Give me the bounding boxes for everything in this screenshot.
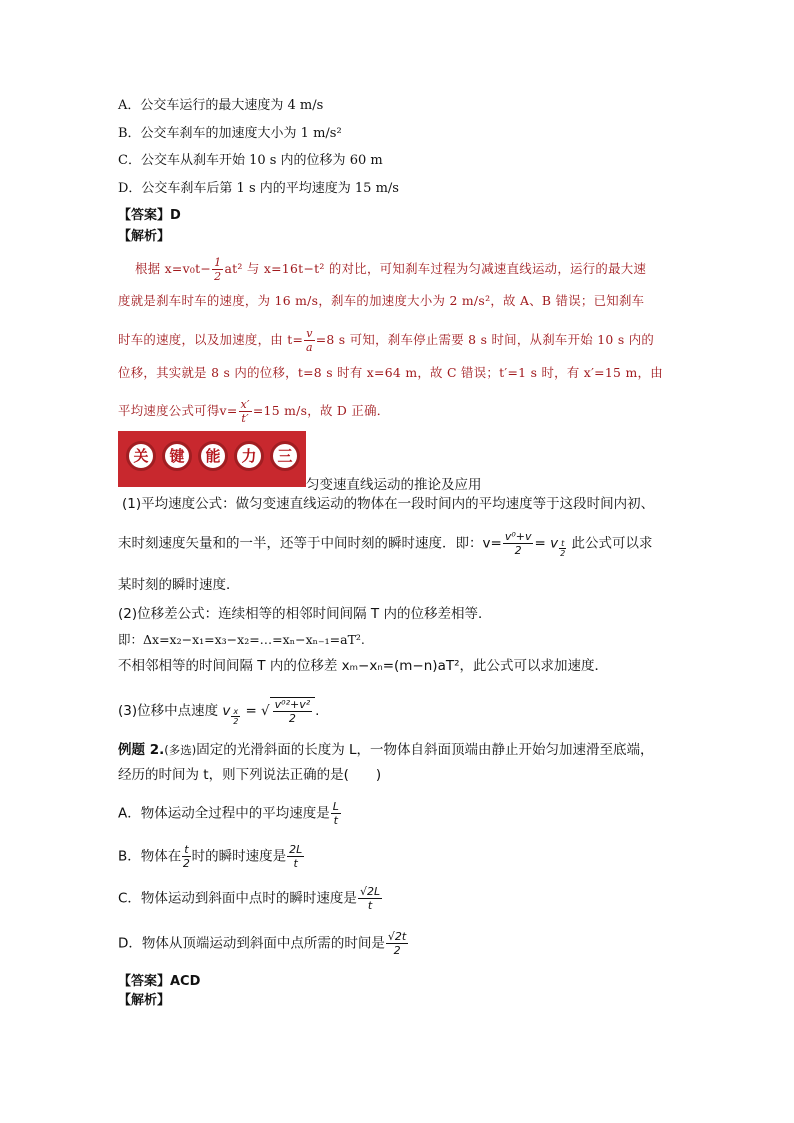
fraction-v-over-a: $\frac{v}{a}$ <box>306 327 313 354</box>
analysis2-label: 【解析】 <box>118 993 171 1008</box>
option-d: D．公交车刹车后第 1 s 内的平均速度为 15 m/s <box>118 181 399 196</box>
analysis-line-2: 度就是刹车时车的速度，为 16 m/s，刹车的加速度大小为 2 m/s²，故 A、B 错误；已知刹车 <box>118 293 645 308</box>
banner-char-1: 关 <box>126 441 156 471</box>
option-a: A．公交车运行的最大速度为 4 m/s <box>118 98 324 113</box>
example2-option-a: A．物体运动全过程中的平均速度是 $\frac{L}{t}$ <box>118 800 339 827</box>
section-p2-line2: 即：Δx=x₂−x₁=x₃−x₂=…=xₙ−xₙ₋₁=aT². <box>118 632 365 647</box>
section-p2-line1: (2)位移差公式：连续相等的相邻时间间隔 T 内的位移差相等． <box>118 606 492 622</box>
option-c: C．公交车从刹车开始 10 s 内的位移为 60 m <box>118 153 383 168</box>
banner-char-2: 键 <box>162 441 192 471</box>
analysis-label: 【解析】 <box>118 229 171 244</box>
section-banner <box>118 431 306 487</box>
answer-label: 【答案】D <box>118 208 181 223</box>
banner-char-3: 能 <box>198 441 228 471</box>
example2-option-c: C．物体运动到斜面中点时的瞬时速度是 $\frac{√2L}{t}$ <box>118 885 381 912</box>
example2-stem-1: 例题 2.(多选)固定的光滑斜面的长度为 L，一物体自斜面顶端由静止开始匀加速滑至底端， <box>118 742 654 758</box>
section-p1-line1: (1)平均速度公式：做匀变速直线运动的物体在一段时间内的平均速度等于这段时间内初、 <box>122 496 655 512</box>
banner-char-4: 力 <box>234 441 264 471</box>
section-p2-line3: 不相邻相等的时间间隔 T 内的位移差 xₘ−xₙ=(m−n)aT²，此公式可以求加速度． <box>118 658 608 674</box>
sqrt-expression: $\frac{\text{v⁰²+v²}}{2}$ <box>270 697 315 725</box>
example2-option-d: D．物体从顶端运动到斜面中点所需的时间是 $\frac{√2t}{2}$ <box>118 930 407 957</box>
analysis-line-4: 位移，其实就是 8 s 内的位移，t=8 s 时有 x=64 m，故 C 错误；t′=1 s 时，有 x′=15 m，由 <box>118 365 663 380</box>
analysis-line-5: 平均速度公式可得v= $\frac{x'}{t'}$ =15 m/s，故 D 正确． <box>118 398 390 425</box>
fraction-v0-plus-v: $\frac{\text{v⁰+v}}{2}$ <box>504 530 532 557</box>
section-p1-line3: 某时刻的瞬时速度． <box>118 577 240 593</box>
example2-option-b: B．物体在 $\frac{t}{2}$ 时的瞬时速度是 $\frac{2L}{t}$ <box>118 843 303 870</box>
example2-stem-2: 经历的时间为 t，则下列说法正确的是( ) <box>118 767 382 783</box>
section-p1-line2: 末时刻速度矢量和的一半，还等于中间时刻的瞬时速度．即：v= $\frac{\text{v⁰+v}}{2}$ = v $_{\frac{t}{2}}$ 此公式可以求 <box>118 530 653 559</box>
section-title: 匀变速直线运动的推论及应用 <box>306 477 482 493</box>
option-b: B．公交车刹车的加速度大小为 1 m/s² <box>118 126 342 141</box>
section-p3: (3)位移中点速度 v $_{\frac{x}{2}}$ = √ $\frac{\text{v⁰²+v²}}{2}$ . <box>118 698 320 726</box>
banner-char-5: 三 <box>270 441 300 471</box>
fraction-x-over-t: $\frac{x'}{t'}$ <box>240 398 250 425</box>
answer2-label: 【答案】ACD <box>118 974 201 989</box>
analysis-line-1: 根据 x=v₀t− $\frac{1}{2}$ at² 与 x=16t−t² 的对比，可知刹车过程为匀减速直线运动，运行的最大速 <box>135 256 647 283</box>
analysis-line-3: 时车的速度，以及加速度，由 t= $\frac{v}{a}$ =8 s 可知，刹车停止需要 8 s 时间，从刹车开始 10 s 内的 <box>118 327 655 354</box>
fraction-half: $\frac{1}{2}$ <box>214 256 222 283</box>
